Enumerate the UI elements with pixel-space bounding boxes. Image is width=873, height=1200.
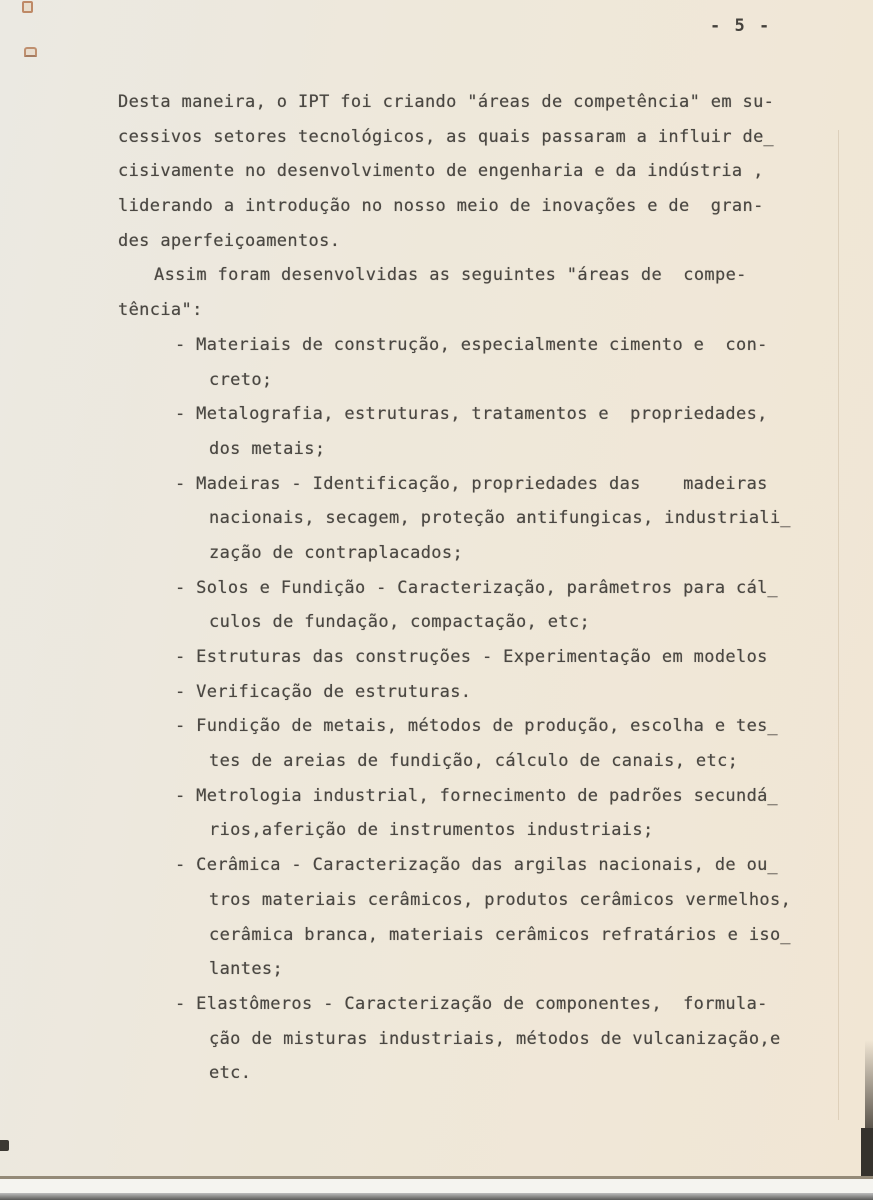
text-line: cisivamente no desenvolvimento de engenharia e da indústria , <box>118 161 764 182</box>
document-text <box>118 85 818 1091</box>
text-line: Assim foram desenvolvidas as seguintes "áreas de compe- <box>154 265 747 286</box>
rust-stain-mark <box>22 1 33 13</box>
text-line: - Fundição de metais, métodos de produção, escolha e tes̲ <box>175 716 778 737</box>
scan-edge-shadow <box>0 1140 9 1151</box>
scanner-background <box>0 1179 873 1193</box>
text-line: des aperfeiçoamentos. <box>118 230 341 251</box>
text-line: - Elastômeros - Caracterização de componentes, formula- <box>175 993 768 1014</box>
text-line: - Cerâmica - Caracterização das argilas nacionais, de ou̲ <box>175 855 778 876</box>
text-line: rios,aferição de instrumentos industriais; <box>209 820 654 841</box>
rust-stain-mark <box>24 47 37 57</box>
text-line: - Metalografia, estruturas, tratamentos e propriedades, <box>175 404 768 425</box>
scanner-background <box>0 1193 873 1200</box>
text-line: creto; <box>209 369 273 390</box>
text-line: tros materiais cerâmicos, produtos cerâmicos vermelhos, <box>209 889 792 910</box>
text-line: - Estruturas das construções - Experimentação em modelos <box>175 647 768 667</box>
text-line: etc. <box>209 1063 252 1084</box>
text-line: tência": <box>118 300 203 321</box>
text-line: liderando a introdução no nosso meio de inovações e de gran- <box>118 196 764 217</box>
text-line: tes de areias de fundição, cálculo de canais, etc; <box>209 751 739 772</box>
text-line: cerâmica branca, materiais cerâmicos refratários e iso̲ <box>209 924 791 945</box>
text-line: cessivos setores tecnológicos, as quais passaram a influir de̲ <box>118 126 774 147</box>
text-line: zação de contraplacados; <box>209 542 464 563</box>
text-line: lantes; <box>209 959 284 980</box>
text-line: Desta maneira, o IPT foi criando "áreas de competência" em su- <box>118 92 775 112</box>
text-line: - Metrologia industrial, fornecimento de padrões secundá̲ <box>175 785 778 806</box>
text-line: ção de misturas industriais, métodos de vulcanização,e <box>209 1028 781 1049</box>
text-line: - Materiais de construção, especialmente cimento e con- <box>175 334 768 355</box>
paper-crease <box>838 130 839 1120</box>
page-number: - 5 - <box>710 16 772 36</box>
text-line: - Madeiras - Identificação, propriedades das madeiras <box>175 473 768 494</box>
text-line: culos de fundação, compactação, etc; <box>209 612 591 633</box>
text-line: nacionais, secagem, proteção antifungicas, industriali̲ <box>209 508 791 529</box>
text-line: - Verificação de estruturas. <box>175 681 472 702</box>
text-line: - Solos e Fundição - Caracterização, parâmetros para cál̲ <box>175 577 778 598</box>
scan-edge-shadow <box>861 1128 873 1180</box>
scan-edge-shadow <box>865 1040 873 1132</box>
text-line: dos metais; <box>209 438 326 459</box>
